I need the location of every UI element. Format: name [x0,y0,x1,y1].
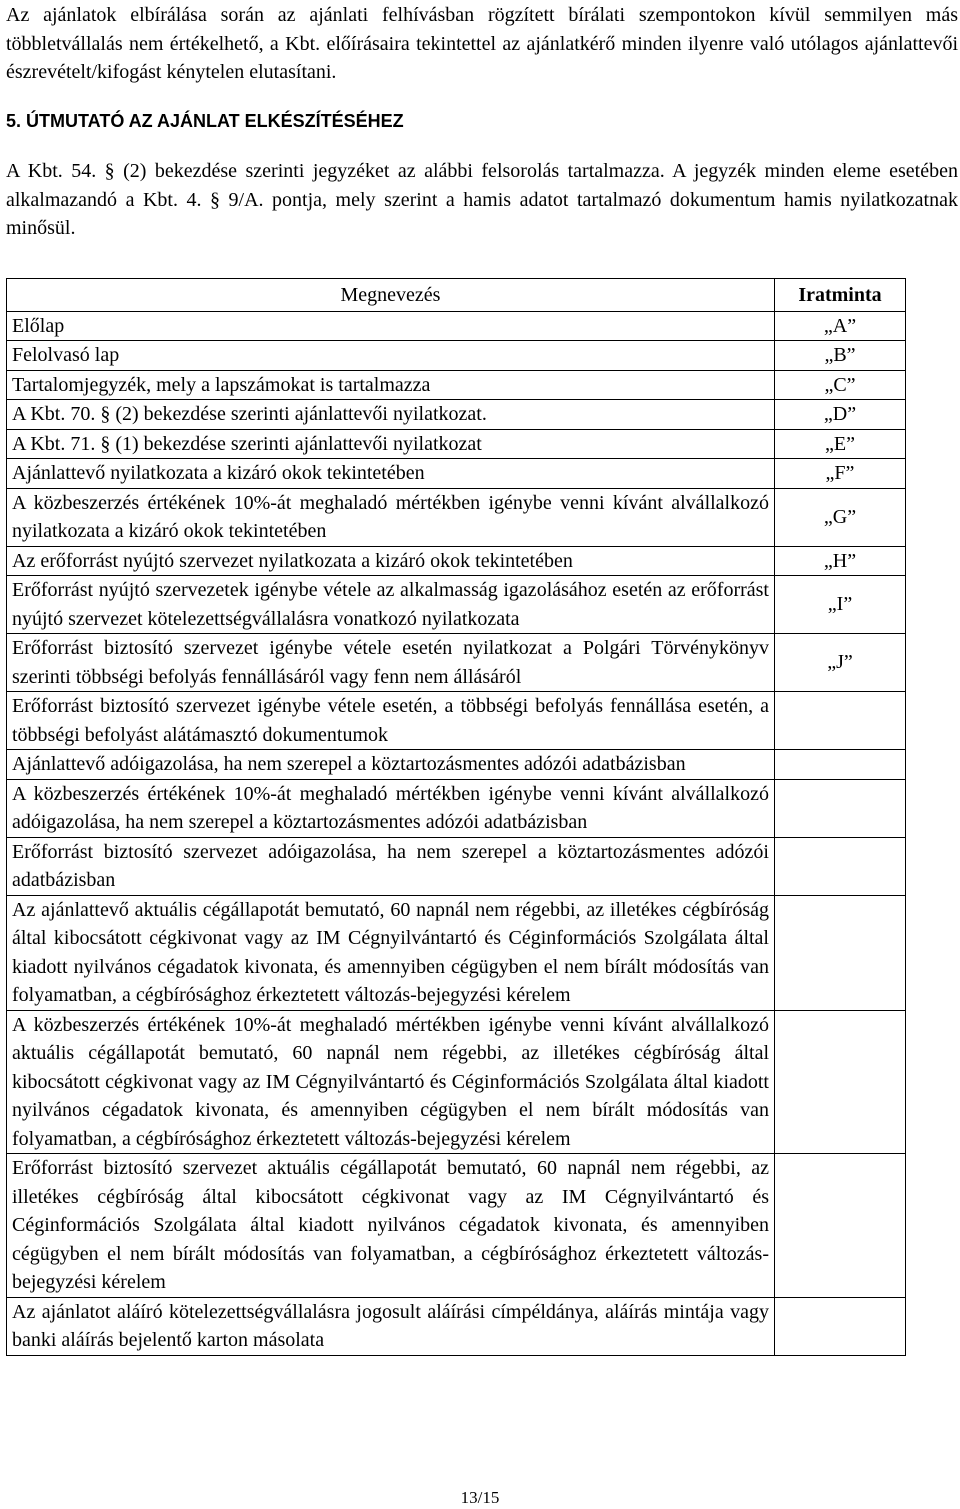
table-header-row [7,279,906,312]
row-template [775,750,906,780]
header-name: Megnevezés [7,279,775,312]
row-template: „F” [775,459,906,489]
table-row [7,488,906,546]
row-name: A közbeszerzés értékének 10%-át meghaladó mértékben igénybe venni kívánt alvállalkozó nyilatkozata a kizáró okok tekintetében [7,488,775,546]
table-row [7,1297,906,1355]
table-row [7,895,906,1010]
table-row [7,750,906,780]
table-row [7,459,906,489]
row-template: „I” [775,576,906,634]
document-page [6,0,958,243]
row-name: A közbeszerzés értékének 10%-át meghaladó mértékben igénybe venni kívánt alvállalkozó adóigazolása, ha nem szerepel a köztartozásmentes adózói adatbázisban [7,779,775,837]
section-paragraph: A Kbt. 54. § (2) bekezdése szerinti jegyzéket az alábbi felsorolás tartalmazza. A jegyzék minden eleme esetében alkalmazandó a Kbt. 4. § 9/A. pontja, mely szerint a hamis adatot tartalmazó dokumentum hamis nyilatkozatnak minősül. [6,160,958,239]
section-heading: 5. ÚTMUTATÓ AZ AJÁNLAT ELKÉSZÍTÉSÉHEZ [6,110,404,131]
table-row [7,546,906,576]
row-name: Felolvasó lap [7,341,775,371]
row-name: Tartalomjegyzék, mely a lapszámokat is tartalmazza [7,370,775,400]
intro-paragraph: Az ajánlatok elbírálása során az ajánlati felhívásban rögzített bírálati szempontokon kívül semmilyen más többletvállalás nem értékelhető, a Kbt. előírásaira tekintettel az ajánlatkérő minden ilyenre való utólagos ajánlattevői észrevételt/kifogást kénytelen elutasítani. [6,4,958,83]
table-row [7,779,906,837]
table-row [7,370,906,400]
row-name: Az ajánlattevő aktuális cégállapotát bemutató, 60 napnál nem régebbi, az illetékes cégbíróság által kibocsátott cégkivonat vagy az IM Cégnyilvántartó és Céginformációs Szolgálata által kiadott nyilvános cégadatok kivonata, és amennyiben cégügyben el nem bírált módosítás van folyamatban, a cégbírósághoz érkeztetett változás-bejegyzési kérelem [7,895,775,1010]
table-row [7,341,906,371]
table-row [7,1010,906,1154]
document-list-table [6,278,906,1356]
table-row [7,837,906,895]
row-name: Erőforrást biztosító szervezet adóigazolása, ha nem szerepel a köztartozásmentes adózói adatbázisban [7,837,775,895]
header-template: Iratminta [775,279,906,312]
row-name: A Kbt. 70. § (2) bekezdése szerinti ajánlattevői nyilatkozat. [7,400,775,430]
row-template: „H” [775,546,906,576]
row-template [775,1154,906,1298]
row-template: „B” [775,341,906,371]
row-name: Előlap [7,311,775,341]
row-name: Erőforrást biztosító szervezet aktuális cégállapotát bemutató, 60 napnál nem régebbi, az illetékes cégbíróság által kibocsátott cégkivonat vagy az IM Cégnyilvántartó és Céginformációs Szolgálata által kiadott nyilvános cégadatok kivonata, és amennyiben cégügyben el nem bírált módosítás van folyamatban, a cégbírósághoz érkeztetett változás-bejegyzési kérelem [7,1154,775,1298]
row-template [775,692,906,750]
row-name: Erőforrást biztosító szervezet igénybe vétele esetén, a többségi befolyás fennállása esetén, a többségi befolyást alátámasztó dokumentumok [7,692,775,750]
table-row [7,311,906,341]
row-name: A Kbt. 71. § (1) bekezdése szerinti ajánlattevői nyilatkozat [7,429,775,459]
row-template: „J” [775,634,906,692]
table-row [7,400,906,430]
row-name: Ajánlattevő nyilatkozata a kizáró okok tekintetében [7,459,775,489]
row-template: „A” [775,311,906,341]
table-row [7,692,906,750]
table-row [7,634,906,692]
row-template: „C” [775,370,906,400]
row-template [775,1297,906,1355]
row-template [775,837,906,895]
table-row [7,576,906,634]
row-name: Az erőforrást nyújtó szervezet nyilatkozata a kizáró okok tekintetében [7,546,775,576]
row-template: „G” [775,488,906,546]
page-number: 13/15 [460,1488,500,1507]
row-template [775,895,906,1010]
table-row [7,1154,906,1298]
row-name: Erőforrást biztosító szervezet igénybe vétele esetén nyilatkozat a Polgári Törvénykönyv szerinti többségi befolyás fennállásáról vagy fenn nem állásáról [7,634,775,692]
row-template: „E” [775,429,906,459]
row-template [775,1010,906,1154]
row-name: Erőforrást nyújtó szervezetek igénybe vétele az alkalmasság igazolásához esetén az erőforrást nyújtó szervezet kötelezettségvállalásra vonatkozó nyilatkozata [7,576,775,634]
row-template: „D” [775,400,906,430]
table-row [7,429,906,459]
row-template [775,779,906,837]
row-name: A közbeszerzés értékének 10%-át meghaladó mértékben igénybe venni kívánt alvállalkozó aktuális cégállapotát bemutató, 60 napnál nem régebbi, az illetékes cégbíróság által kibocsátott cégkivonat vagy az IM Cégnyilvántartó és Céginformációs Szolgálata által kiadott nyilvános cégadatok kivonata, és amennyiben cégügyben el nem bírált módosítás van folyamatban, a cégbírósághoz érkeztetett változás-bejegyzési kérelem [7,1010,775,1154]
row-name: Ajánlattevő adóigazolása, ha nem szerepel a köztartozásmentes adózói adatbázisban [7,750,775,780]
row-name: Az ajánlatot aláíró kötelezettségvállalásra jogosult aláírási címpéldánya, aláírás mintája vagy banki aláírás bejelentő karton másolata [7,1297,775,1355]
